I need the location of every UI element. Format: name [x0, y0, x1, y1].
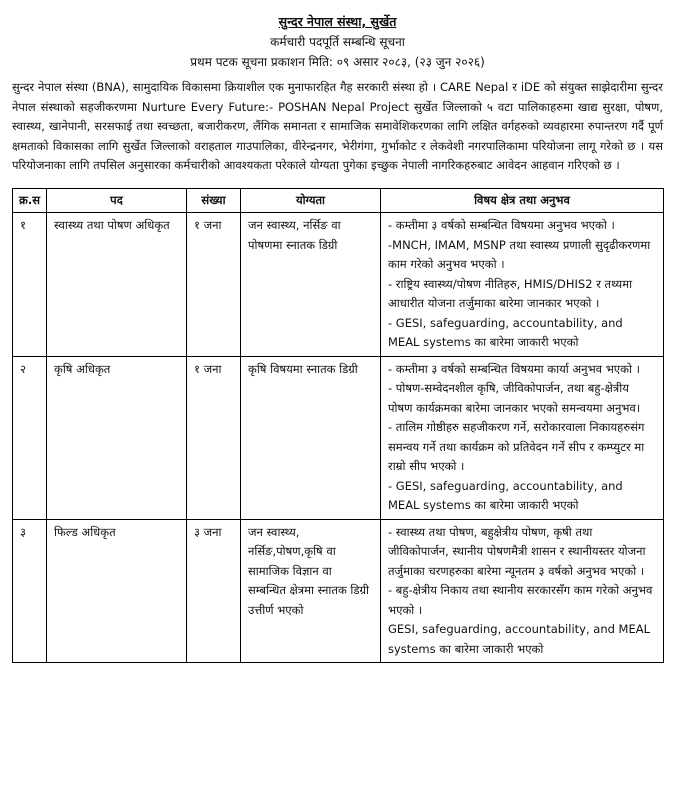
table-row — [13, 519, 664, 663]
cell-experience — [381, 213, 664, 357]
cell-count: १ जना — [187, 213, 241, 357]
cell-experience — [381, 519, 664, 663]
table-row — [13, 213, 664, 357]
header-count: संख्या — [187, 188, 241, 213]
cell-sn: २ — [13, 356, 47, 519]
table-row — [13, 356, 664, 519]
header-qualification: योग्यता — [241, 188, 381, 213]
header-experience: विषय क्षेत्र तथा अनुभव — [381, 188, 664, 213]
table-header-row — [13, 188, 664, 213]
cell-post: स्वास्थ्य तथा पोषण अधिकृत — [47, 213, 187, 357]
experience-item: - कम्तीमा ३ वर्षको सम्बन्धित विषयमा कार्या अनुभव भएको । — [388, 361, 640, 376]
cell-qualification: जन स्वास्थ्य, नर्सिङ वा पोषणमा स्नातक डिग्री — [241, 213, 381, 357]
experience-item: - GESI, safeguarding, accountability, and MEAL systems का बारेमा जाकारी भएको — [388, 315, 623, 349]
experience-item: - पोषण-सम्वेदनशील कृषि, जीविकोपार्जन, तथा बहु-क्षेत्रीय पोषण कार्यक्रमका बारेमा जानकार भएको समन्वयमा अनुभव। — [388, 381, 641, 415]
experience-item: - बहु-क्षेत्रीय निकाय तथा स्थानीय सरकारसँग काम गरेको अनुभव भएको । — [388, 583, 653, 617]
cell-count: ३ जना — [187, 519, 241, 663]
vacancy-table — [12, 188, 664, 664]
experience-item: - GESI, safeguarding, accountability, and MEAL systems का बारेमा जाकारी भएको — [388, 478, 623, 512]
cell-post: फिल्ड अधिकृत — [47, 519, 187, 663]
cell-post: कृषि अधिकृत — [47, 356, 187, 519]
header-sn: क्र.स — [13, 188, 47, 213]
cell-sn: ३ — [13, 519, 47, 663]
intro-paragraph: सुन्दर नेपाल संस्था (BNA), सामुदायिक विकासमा क्रियाशील एक मुनाफारहित गैह सरकारी संस्था हो । CARE Nepal र iDE को संयुक्त साझेदारीमा सुन्दर नेपाल संस्थाको सहजीकरणमा Nurture Every Future:- POSHAN Nepal Project सुर्खेत जिल्लाको ५ वटा पालिकाहरुमा खाद्य सुरक्षा, पोषण, स्वास्थ्य, खानेपानी, सरसफाई तथा स्वच्छता, बजारीकरण, लैंगिक समानता र सामाजिक समावेशिकरणका लागि लक्षित वर्गहरुको व्यवहारमा रुपान्तरण गर्दै पूर्ण क्षमताको विकासका लागि सुर्खेत जिल्लाको वराहताल गाउपालिका, वीरेन्द्रनगर, भेरीगंगा, गुर्भाकोट र लेकवेशी नगरपालिकामा परियोजना लागू गरेको छ । यस परियोजनाका लागि तपसिल अनुसारका कर्मचारीको आवश्यकता परेकाले योग्यता पुगेका इच्छुक नेपाली नागरिकहरुबाट आवेदन आहवान गरिएको छ । — [12, 80, 663, 172]
org-title: सुन्दर नेपाल संस्था, सुर्खेत — [278, 14, 397, 29]
notice-title: कर्मचारी पदपूर्ति सम्बन्धि सूचना — [270, 35, 405, 49]
experience-item: - राष्ट्रिय स्वास्थ्य/पोषण नीतिहरु, HMIS/DHIS2 र तथ्यमा आधारीत योजना तर्जुमाका बारेमा जानकार भएको । — [388, 276, 633, 310]
cell-experience — [381, 356, 664, 519]
cell-sn: १ — [13, 213, 47, 357]
publish-date: प्रथम पटक सूचना प्रकाशन मिति: ०९ असार २०८३, (२३ जुन २०२६) — [190, 55, 485, 69]
experience-item: - तालिम गोष्ठीहरु सहजीकरण गर्ने, सरोकारवाला निकायहरुसंग समन्वय गर्ने तथा कार्यक्रम को प्रतिवेदन गर्ने सीप र कम्प्युटर मा राम्रो सीप भएको । — [388, 420, 645, 473]
experience-item: GESI, safeguarding, accountability, and MEAL systems का बारेमा जाकारी भएको — [388, 622, 651, 656]
cell-qualification: जन स्वास्थ्य, नर्सिङ,पोषण,कृषि वा सामाजिक विज्ञान वा सम्बन्धित क्षेत्रमा स्नातक डिग्री उत्तीर्ण भएको — [241, 519, 381, 663]
cell-count: १ जना — [187, 356, 241, 519]
experience-item: - कम्तीमा ३ वर्षको सम्बन्धित विषयमा अनुभव भएको । — [388, 218, 615, 232]
experience-item: -MNCH, IMAM, MSNP तथा स्वास्थ्य प्रणाली सुदृढीकरणमा काम गरेको अनुभव भएको । — [388, 237, 651, 271]
experience-item: - स्वास्थ्य तथा पोषण, बहुक्षेत्रीय पोषण, कृषी तथा जीविकोपार्जन, स्थानीय पोषणमैत्री शासन र स्थानीयस्तर योजना तर्जुमाका चरणहरुका बारेमा न्यूनतम ३ वर्षको अनुभव भएको । — [388, 524, 646, 578]
cell-qualification: कृषि विषयमा स्नातक डिग्री — [241, 356, 381, 519]
header-post: पद — [47, 188, 187, 213]
